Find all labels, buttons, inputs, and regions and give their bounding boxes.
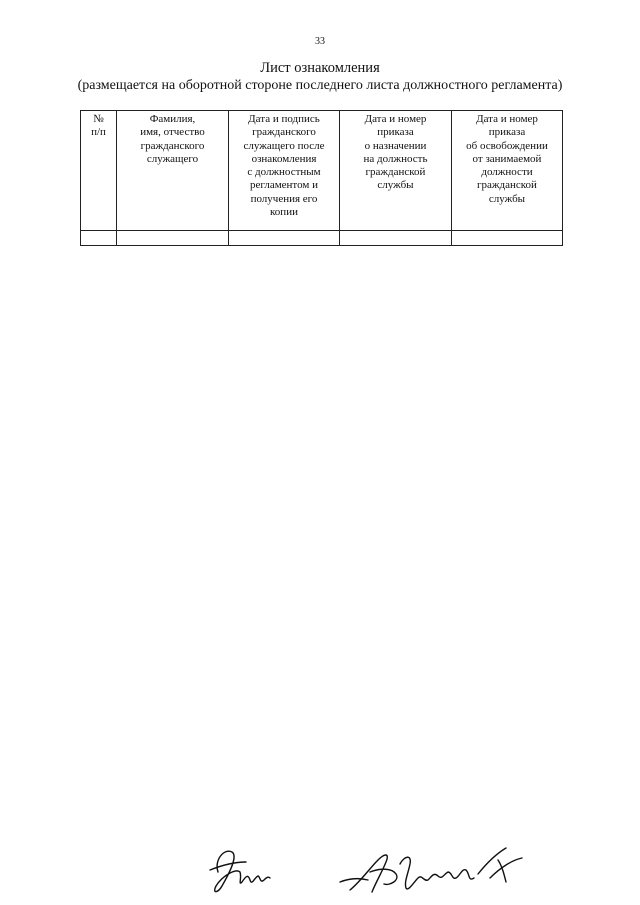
signature-left	[210, 851, 270, 891]
acknowledgement-table	[80, 110, 563, 246]
header-dismissal-order: Дата и номер приказа об освобождении от занимаемой должности гражданской службы	[452, 111, 563, 231]
table-cell	[229, 231, 340, 246]
table-header-row	[81, 111, 563, 231]
header-full-name: Фамилия, имя, отчество гражданского служащего	[117, 111, 229, 231]
table-cell	[117, 231, 229, 246]
page-number: 33	[315, 36, 325, 47]
header-date-signature: Дата и подпись гражданского служащего после ознакомления с должностным регламентом и получения его копии	[229, 111, 340, 231]
handwritten-signatures	[200, 838, 540, 900]
header-row-number: № п/п	[81, 111, 117, 231]
table-cell	[452, 231, 563, 246]
header-appointment-order: Дата и номер приказа о назначении на должность гражданской службы	[340, 111, 452, 231]
document-title: Лист ознакомления	[260, 60, 380, 76]
table-cell	[340, 231, 452, 246]
table-cell	[81, 231, 117, 246]
document-subtitle: (размещается на оборотной стороне последнего листа должностного регламента)	[77, 78, 563, 93]
table-row	[81, 231, 563, 246]
signature-right	[340, 848, 522, 892]
